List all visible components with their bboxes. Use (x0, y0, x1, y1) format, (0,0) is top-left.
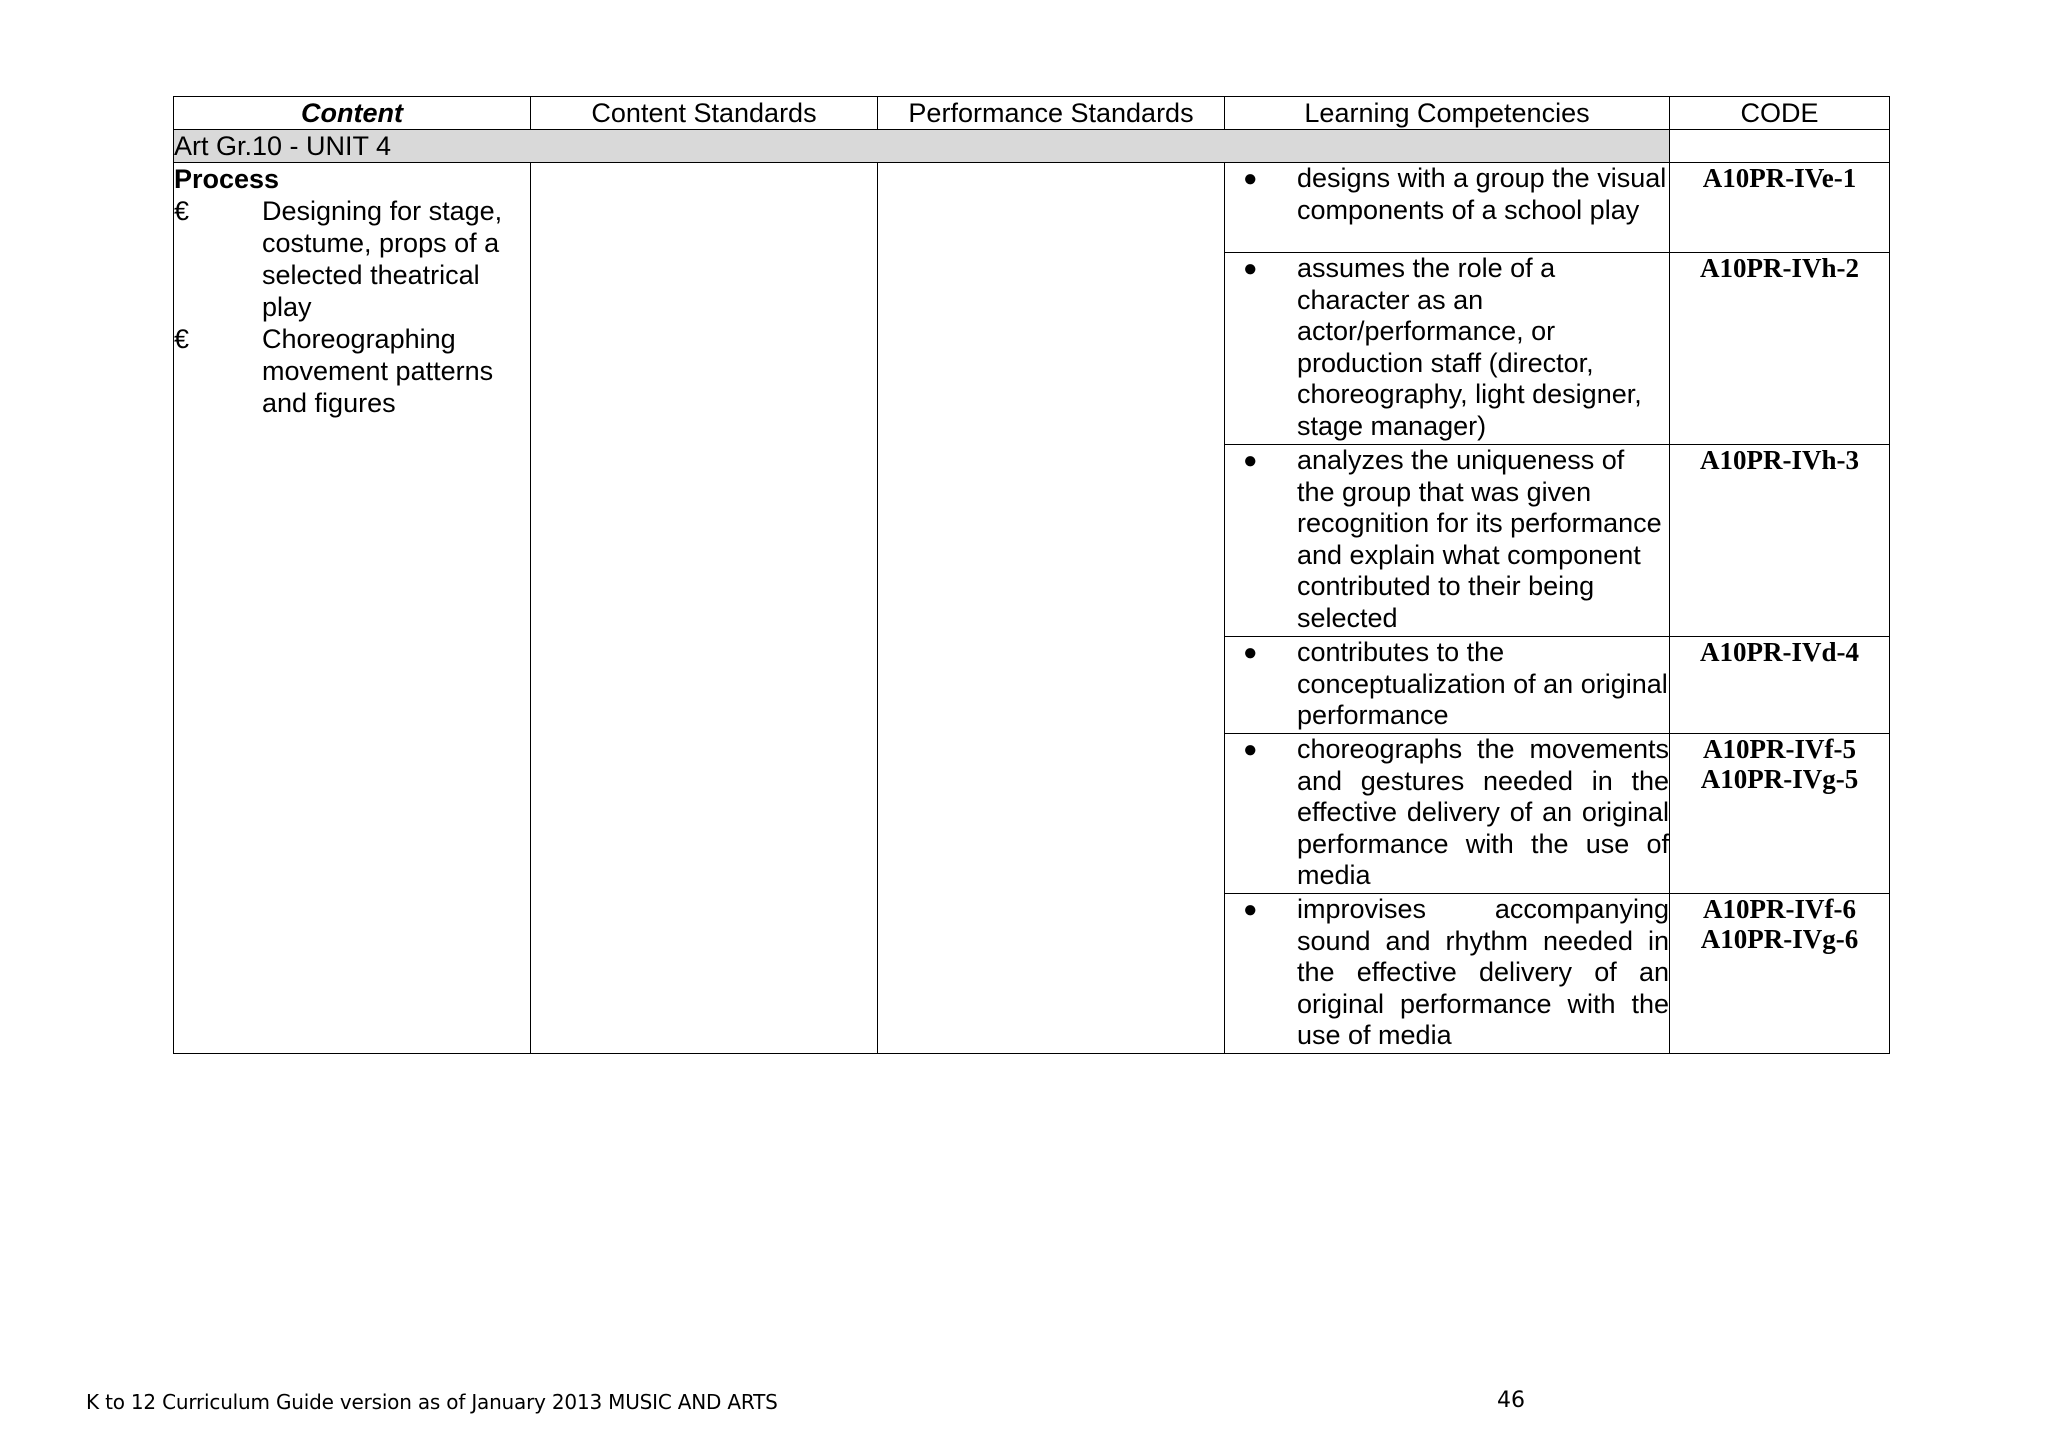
euro-bullet-icon: € (174, 196, 190, 226)
competency-row-1 (174, 163, 1890, 253)
content-item (174, 195, 530, 323)
list-item (1225, 163, 1669, 226)
content-cell (174, 163, 531, 1054)
code-cell (1670, 253, 1890, 445)
list-item (1225, 253, 1669, 442)
bullet-icon: ● (1243, 736, 1258, 763)
code-value: A10PR-IVg-5 (1700, 764, 1859, 794)
competency-cell (1225, 734, 1670, 894)
code-value: A10PR-IVh-3 (1700, 445, 1859, 475)
competency-cell (1225, 894, 1670, 1054)
code-cell (1670, 637, 1890, 734)
header-row (174, 97, 1890, 130)
bullet-icon: ● (1243, 165, 1258, 192)
content-title: Process (174, 164, 280, 194)
code-cell (1670, 894, 1890, 1054)
bullet-icon: ● (1243, 896, 1258, 923)
content-item-text: Designing for stage, costume, props of a selected theatrical play (262, 196, 503, 322)
competency-cell (1225, 163, 1670, 253)
header-content: Content (174, 97, 531, 130)
unit-code-blank (1670, 130, 1890, 163)
competency-text: improvises accompanying sound and rhythm needed in the effective delivery of an original performance with the use of media (1297, 894, 1669, 1050)
performance-standards-cell (878, 163, 1225, 1054)
code-value: A10PR-IVg-6 (1700, 924, 1859, 954)
competency-cell (1225, 253, 1670, 445)
code-value: A10PR-IVh-2 (1700, 253, 1859, 283)
content-standards-cell (531, 163, 878, 1054)
bullet-icon: ● (1243, 639, 1258, 666)
code-cell (1670, 445, 1890, 637)
unit-row (174, 130, 1890, 163)
unit-label: Art Gr.10 - UNIT 4 (174, 130, 1670, 163)
code-value: A10PR-IVd-4 (1700, 637, 1859, 667)
header-learning-competencies: Learning Competencies (1225, 97, 1670, 130)
competency-text: analyzes the uniqueness of the group that was given recognition for its performance and explain what component contributed to their being selected (1297, 445, 1662, 633)
competency-text: assumes the role of a character as an actor/performance, or production staff (director, choreography, light designer, stage manager) (1297, 253, 1642, 441)
competency-text: contributes to the conceptualization of an original performance (1297, 637, 1668, 730)
bullet-icon: ● (1243, 447, 1258, 474)
list-item (1225, 734, 1669, 892)
list-item (1225, 637, 1669, 732)
code-value: A10PR-IVf-6 (1703, 894, 1856, 924)
competency-text: designs with a group the visual components of a school play (1297, 163, 1667, 225)
list-item (1225, 894, 1669, 1052)
curriculum-table (173, 96, 1890, 1054)
list-item (1225, 445, 1669, 634)
header-content-standards: Content Standards (531, 97, 878, 130)
header-performance-standards: Performance Standards (878, 97, 1225, 130)
bullet-icon: ● (1243, 255, 1258, 282)
code-cell (1670, 163, 1890, 253)
page-number: 46 (1497, 1388, 1525, 1413)
code-value: A10PR-IVf-5 (1703, 734, 1856, 764)
content-item-text: Choreographing movement patterns and figures (262, 324, 494, 418)
code-value: A10PR-IVe-1 (1702, 163, 1857, 193)
competency-text: choreographs the movements and gestures needed in the effective delivery of an original performance with the use of media (1297, 734, 1669, 890)
euro-bullet-icon: € (174, 324, 190, 354)
footer-title: K to 12 Curriculum Guide version as of January 2013 MUSIC AND ARTS (86, 1390, 778, 1414)
competency-cell (1225, 445, 1670, 637)
competency-cell (1225, 637, 1670, 734)
header-code: CODE (1670, 97, 1890, 130)
code-cell (1670, 734, 1890, 894)
content-item (174, 323, 530, 419)
